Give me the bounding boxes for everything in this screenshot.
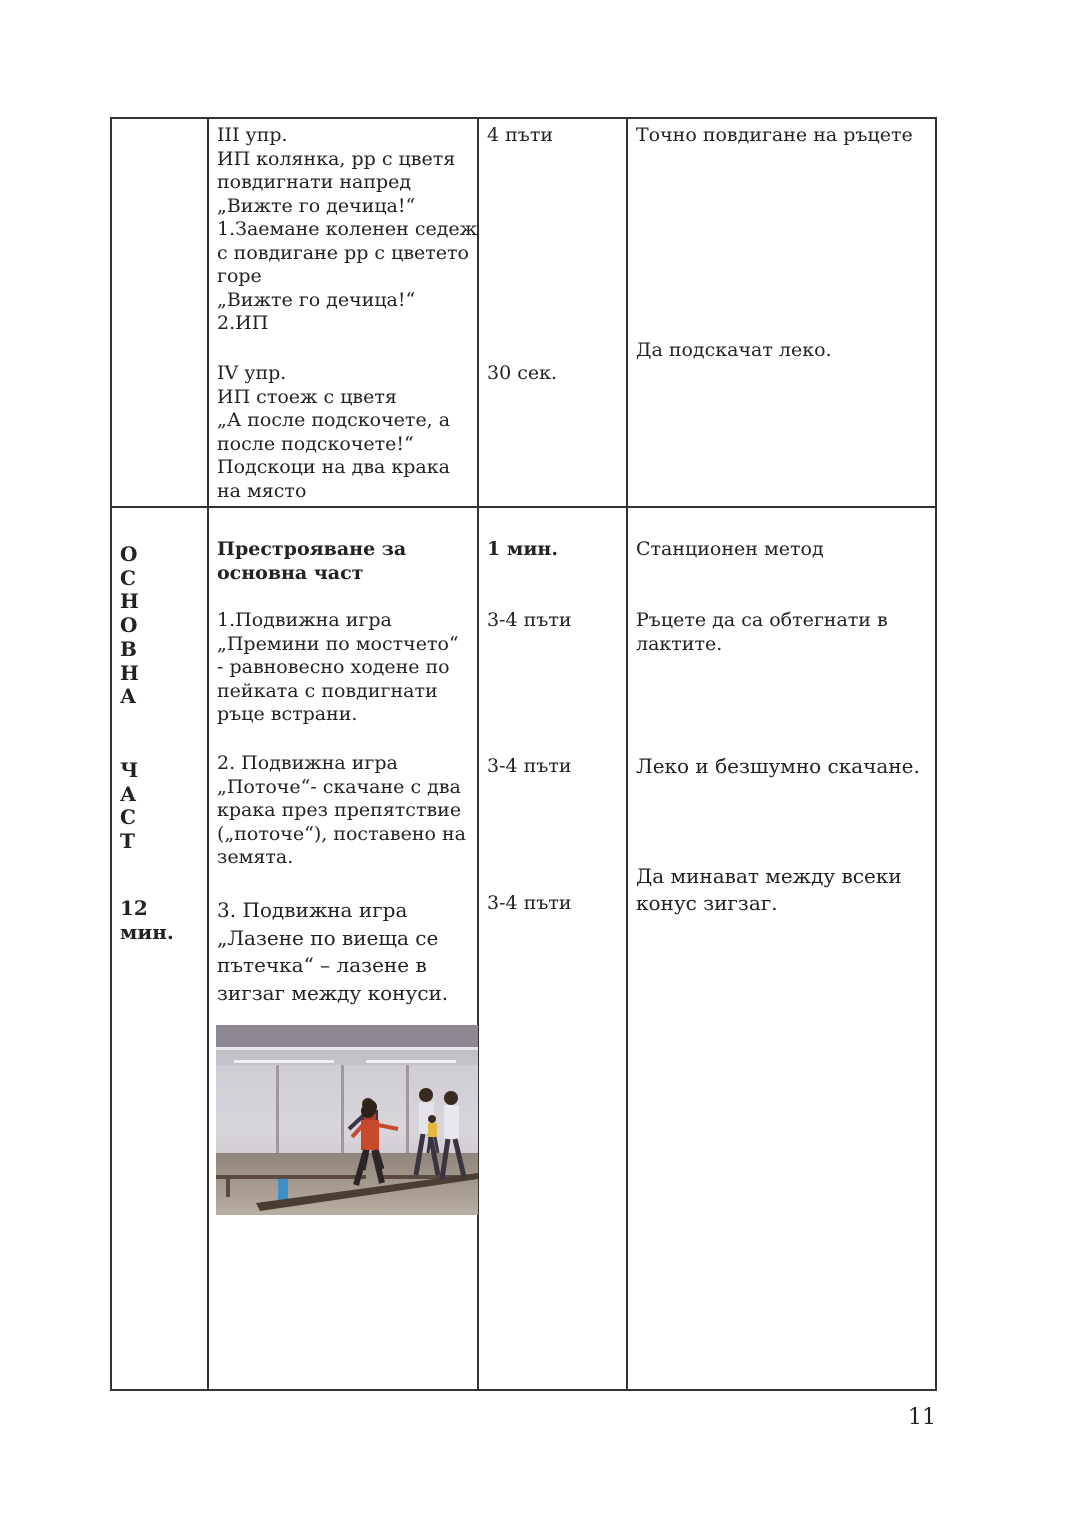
section-letter: В <box>120 636 137 661</box>
exercise-3-description <box>217 124 477 336</box>
main-part-heading <box>217 538 406 585</box>
text-line: на място <box>217 479 307 502</box>
text-line: Ръцете да са обтегнати в <box>636 609 888 631</box>
text-line: Да минават между всеки <box>636 864 902 888</box>
text-line: 1.Подвижна игра <box>217 609 392 631</box>
game-3-description <box>217 897 448 1007</box>
text-line: ИП колянка, рр с цветя <box>217 147 456 170</box>
section-letter: А <box>120 684 137 709</box>
game-1-note <box>636 609 888 656</box>
exercise-3-dosage: 4 пъти <box>487 124 554 146</box>
text-line: III упр. <box>217 124 288 146</box>
gym-bench-photo <box>216 1025 478 1215</box>
section-label <box>120 759 138 854</box>
text-line: IV упр. <box>217 362 287 384</box>
duration-unit: мин. <box>120 919 174 944</box>
text-line: - равновесно ходене по <box>217 656 450 678</box>
text-line: 1.Заемане коленен седеж <box>217 218 478 240</box>
text-line: после подскочете!“ <box>217 432 414 455</box>
text-line: ИП стоеж с цветя <box>217 385 397 408</box>
text-line: лактите. <box>636 632 723 655</box>
gym-bench-photo-graphic <box>216 1025 478 1215</box>
game-2-note: Леко и безшумно скачане. <box>636 754 920 778</box>
section-duration <box>120 897 174 944</box>
section-letter: Ч <box>120 758 139 782</box>
section-letter: С <box>120 565 136 590</box>
text-line: „Премини по мостчето“ <box>217 632 459 655</box>
text-line: основна част <box>217 561 364 584</box>
main-part-dosage: 1 мин. <box>487 538 558 560</box>
table-border-bottom <box>110 1389 937 1391</box>
text-line: земята. <box>217 846 294 868</box>
section-letter: О <box>120 542 138 566</box>
table-border-left <box>110 117 112 1391</box>
text-line: Престрояване за <box>217 538 407 560</box>
table-column-divider <box>626 117 628 1391</box>
section-letter: С <box>120 805 136 830</box>
text-line: повдигнати напред <box>217 171 412 193</box>
table-border-top <box>110 117 937 119</box>
text-line: крака през препятствие <box>217 799 462 821</box>
game-1-description <box>217 609 459 727</box>
text-line: „А после подскочете, а <box>217 409 451 431</box>
table-column-divider <box>207 117 209 1391</box>
duration-value: 12 <box>120 896 148 920</box>
section-label <box>120 543 139 709</box>
exercise-4-description <box>217 362 450 503</box>
main-part-note: Станционен метод <box>636 538 824 560</box>
exercise-4-note: Да подскачат леко. <box>636 339 832 361</box>
text-line: зигзаг между конуси. <box>217 980 449 1005</box>
text-line: „Вижте го дечица!“ <box>217 194 416 217</box>
text-line: 3. Подвижна игра <box>217 898 408 922</box>
text-line: с повдигане рр с цветето <box>217 241 469 264</box>
section-letter: Н <box>120 660 139 685</box>
text-line: 2.ИП <box>217 312 269 334</box>
text-line: („поточе“), поставено на <box>217 822 466 845</box>
text-line: пътечка“ – лазене в <box>217 953 427 977</box>
text-line: ръце встрани. <box>217 703 358 725</box>
text-line: 2. Подвижна игра <box>217 752 398 774</box>
section-letter: Т <box>120 829 135 854</box>
text-line: „Поточе“- скачане с два <box>217 775 461 798</box>
text-line: конус зигзаг. <box>636 891 778 915</box>
section-letter: Н <box>120 589 139 614</box>
game-2-description <box>217 752 466 870</box>
text-line: пейката с повдигнати <box>217 679 438 702</box>
page-number: 11 <box>908 1405 936 1430</box>
exercise-4-dosage: 30 сек. <box>487 362 558 384</box>
text-line: „Вижте го дечица!“ <box>217 288 416 311</box>
game-2-dosage: 3-4 пъти <box>487 755 572 777</box>
game-3-dosage: 3-4 пъти <box>487 892 572 914</box>
section-letter: А <box>120 781 137 806</box>
game-1-dosage: 3-4 пъти <box>487 609 572 631</box>
exercise-3-note: Точно повдигане на ръцете <box>636 124 913 146</box>
table-row-divider <box>110 506 937 508</box>
text-line: Подскоци на два крака <box>217 456 450 478</box>
section-letter: О <box>120 613 138 638</box>
text-line: „Лазене по виеща се <box>217 925 439 950</box>
table-border-right <box>935 117 937 1391</box>
text-line: горе <box>217 265 262 287</box>
game-3-note <box>636 863 902 917</box>
